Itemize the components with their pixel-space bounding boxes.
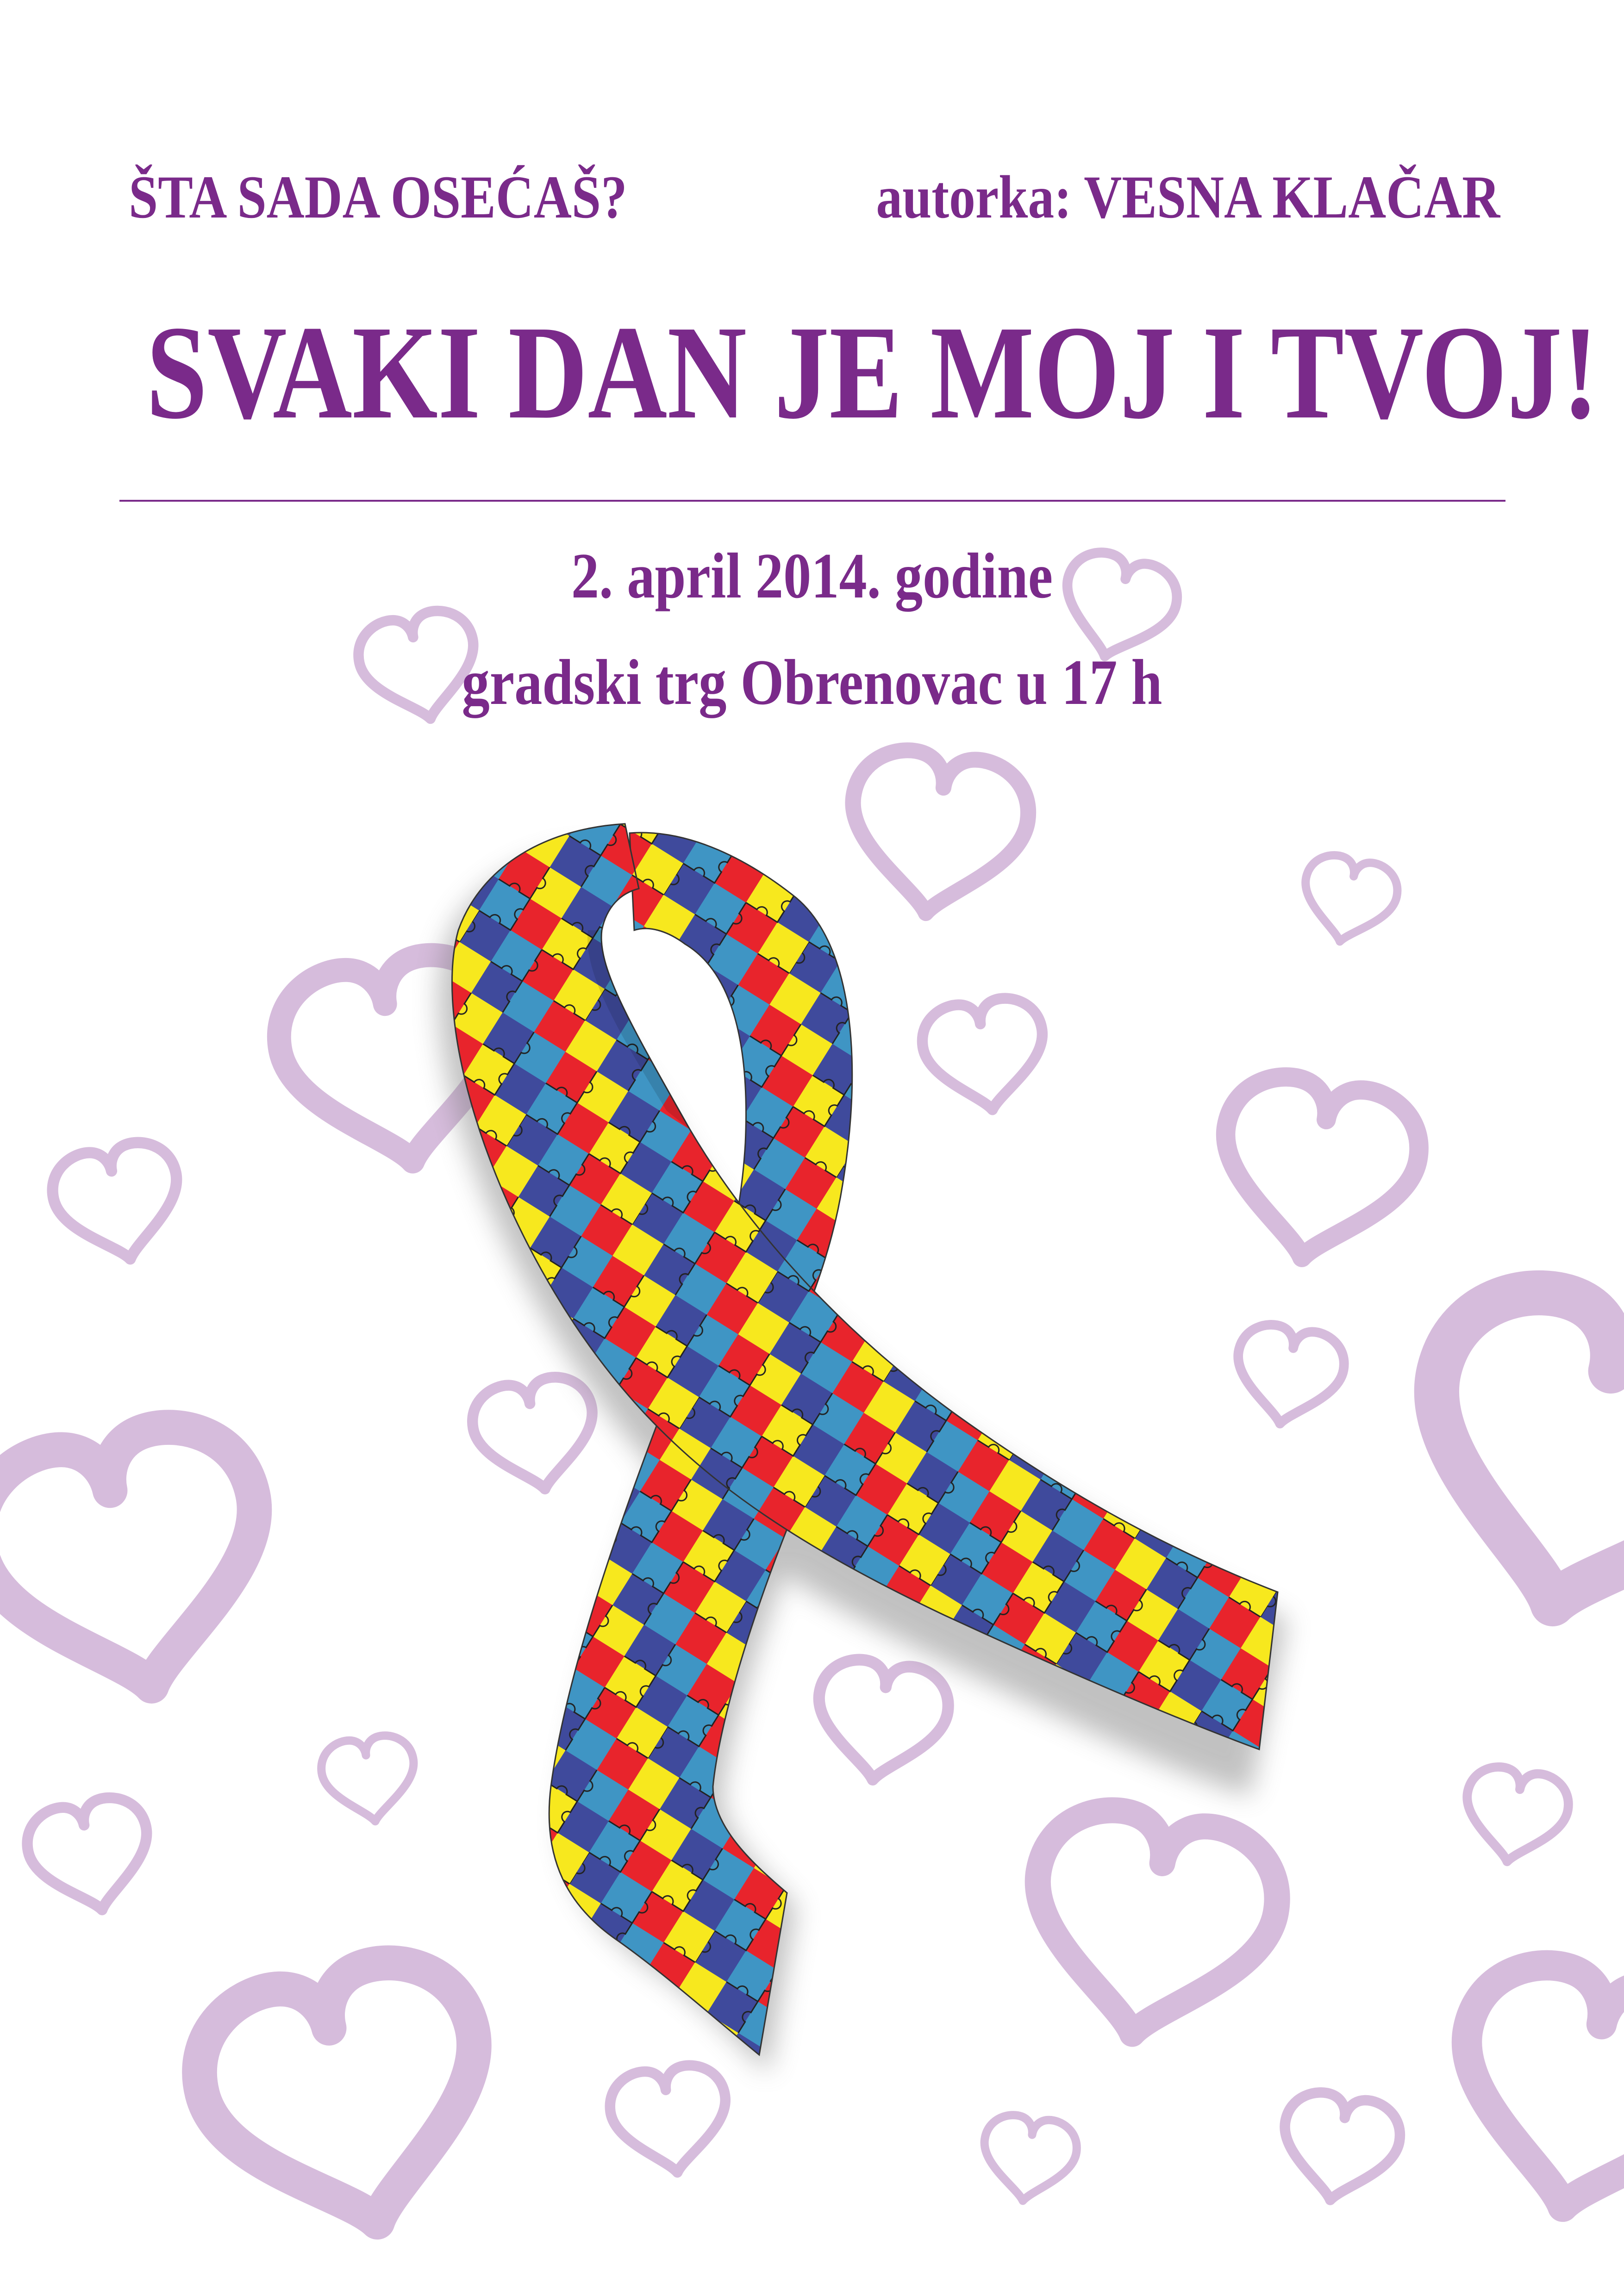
poster-subtitle: ŠTA SADA OSEĆAŠ? [129, 163, 627, 231]
title-divider [119, 500, 1505, 502]
event-date: 2. april 2014. godine [571, 540, 1053, 612]
author-credit: autorka: VESNA KLAČAR [876, 163, 1500, 231]
event-location-time: gradski trg Obrenovac u 17 h [462, 647, 1162, 718]
main-title: SVAKI DAN JE MOJ I TVOJ! [146, 298, 1599, 447]
